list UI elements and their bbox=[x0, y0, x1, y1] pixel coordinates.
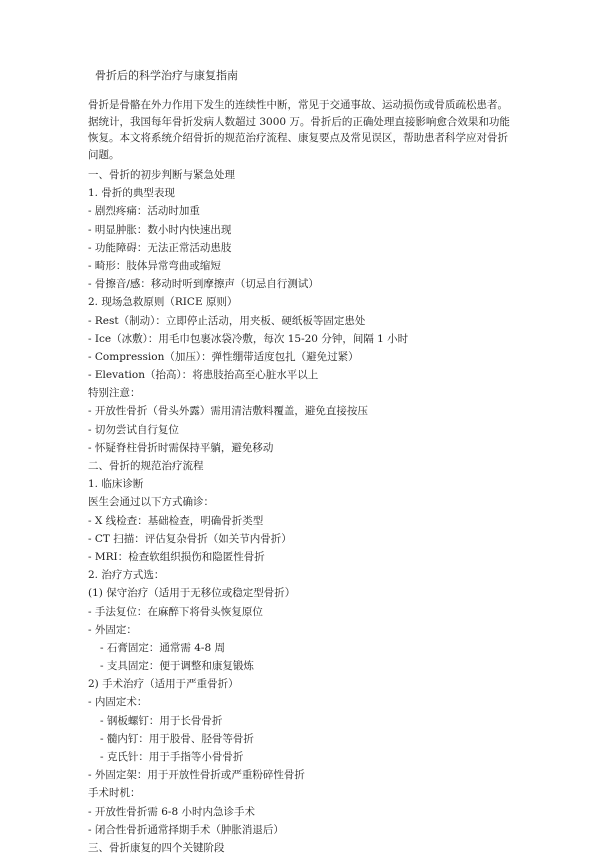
section-heading: 三、骨折康复的四个关键阶段 bbox=[88, 841, 225, 854]
list-item: - Elevation（抬高）：将患肢抬高至心脏水平以上 bbox=[88, 369, 319, 382]
list-item: - 明显肿胀：数小时内快速出现 bbox=[88, 223, 232, 236]
subsection-heading: 1. 骨折的典型表现 bbox=[88, 187, 175, 200]
note-heading: 特别注意： bbox=[88, 387, 141, 400]
list-item: - 畸形：肢体异常弯曲或缩短 bbox=[88, 259, 221, 272]
note-heading: 手术时机： bbox=[88, 787, 141, 800]
document-body bbox=[88, 166, 528, 857]
intro-text: 骨折是骨骼在外力作用下发生的连续性中断，常见于交通事故、运动损伤或骨质疏松患者。据统计，我国每年骨折发病人数超过 3000 万。骨折后的正确处理直接影响愈合效果和功能恢复。本文将系统介绍骨折的规范治疗流程、康复要点及常见误区，帮助患者科学应对骨折问题。 bbox=[88, 99, 510, 161]
list-item: - 怀疑脊柱骨折时需保持平躺，避免移动 bbox=[88, 441, 274, 454]
list-item: - 闭合性骨折通常择期手术（肿胀消退后） bbox=[88, 823, 284, 836]
nested-list-item: - 支具固定：便于调整和康复锻炼 bbox=[100, 660, 254, 673]
subsection-heading: 2. 治疗方式选： bbox=[88, 569, 165, 582]
list-item: - 外固定架：用于开放性骨折或严重粉碎性骨折 bbox=[88, 769, 305, 782]
list-item: - CT 扫描：评估复杂骨折（如关节内骨折） bbox=[88, 532, 292, 545]
nested-list-item: - 髓内钉：用于股骨、胫骨等骨折 bbox=[100, 732, 254, 745]
list-item: - MRI：检查软组织损伤和隐匿性骨折 bbox=[88, 550, 265, 563]
nested-list-item: - 石膏固定：通常需 4-8 周 bbox=[100, 641, 225, 654]
list-item: - 内固定术： bbox=[88, 696, 148, 709]
list-item: - 开放性骨折需 6-8 小时内急诊手术 bbox=[88, 805, 255, 818]
intro-paragraph bbox=[88, 97, 513, 163]
list-item: - Compression（加压）：弹性绷带适度包扎（避免过紧） bbox=[88, 350, 359, 363]
list-item: - 骨擦音/感：移动时听到摩擦声（切忌自行测试） bbox=[88, 278, 319, 291]
list-item: - X 线检查：基础检查，明确骨折类型 bbox=[88, 514, 264, 527]
list-item: - Rest（制动）：立即停止活动，用夹板、硬纸板等固定患处 bbox=[88, 314, 366, 327]
list-item: - 剧烈疼痛：活动时加重 bbox=[88, 205, 200, 218]
paragraph-line: 医生会通过以下方式确诊： bbox=[88, 496, 214, 509]
nested-list-item: - 钢板螺钉：用于长骨骨折 bbox=[100, 714, 223, 727]
subsection-heading: 2. 现场急救原则（RICE 原则） bbox=[88, 296, 238, 309]
list-item: - 手法复位：在麻醉下将骨头恢复原位 bbox=[88, 605, 263, 618]
document-title: 骨折后的科学治疗与康复指南 bbox=[95, 69, 238, 82]
subsection-heading: 1. 临床诊断 bbox=[88, 478, 144, 491]
list-item: - Ice（冰敷）：用毛巾包裹冰袋冷敷，每次 15-20 分钟，间隔 1 小时 bbox=[88, 332, 409, 345]
nested-list-item: - 克氏针：用于手指等小骨骨折 bbox=[100, 751, 244, 763]
list-item: - 功能障碍：无法正常活动患肢 bbox=[88, 241, 232, 254]
list-item: - 切勿尝试自行复位 bbox=[88, 423, 179, 436]
subsection-heading: (1) 保守治疗（适用于无移位或稳定型骨折） bbox=[88, 587, 296, 600]
section-heading: 二、骨折的规范治疗流程 bbox=[88, 460, 204, 472]
subsection-heading: 2) 手术治疗（适用于严重骨折） bbox=[88, 678, 239, 691]
section-heading: 一、骨折的初步判断与紧急处理 bbox=[88, 169, 235, 181]
list-item: - 外固定： bbox=[88, 623, 137, 636]
list-item: - 开放性骨折（骨头外露）需用清洁敷料覆盖，避免直接按压 bbox=[88, 405, 368, 418]
